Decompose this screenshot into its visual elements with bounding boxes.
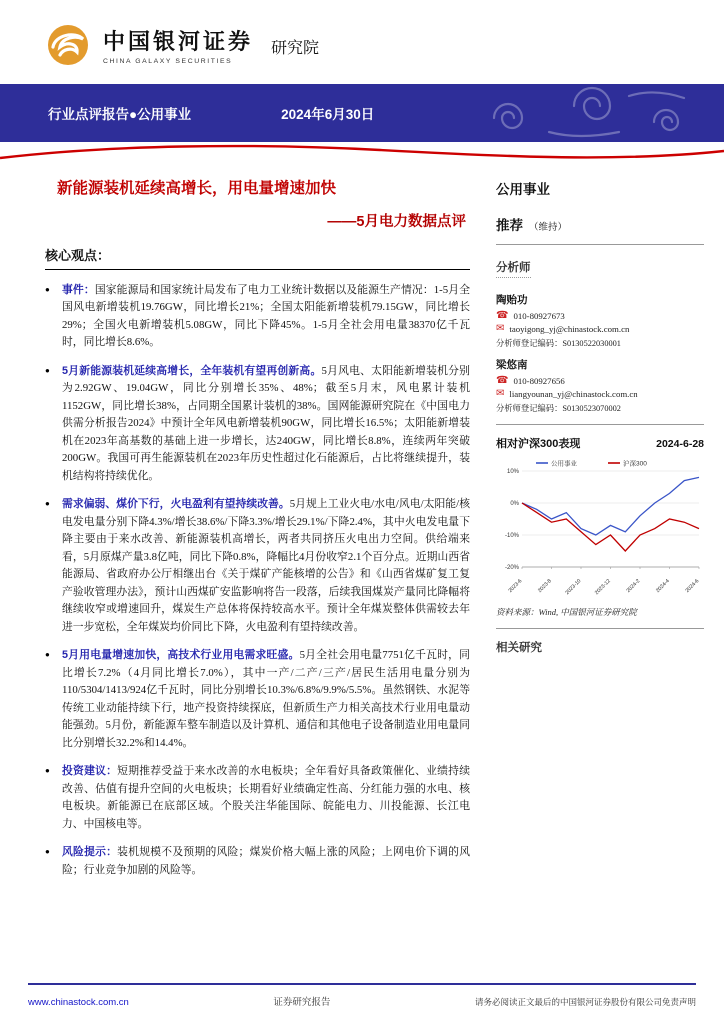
bullet-lead: 5月用电量增速加快，高技术行业用电需求旺盛。 xyxy=(62,649,300,662)
svg-text:0%: 0% xyxy=(510,501,519,507)
chart-source: 资料来源：Wind, 中国银河证券研究院 xyxy=(496,607,637,617)
bullet-text: 短期推荐受益于来水改善的水电板块；全年看好具备政策催化、业绩持续改善、估值有提升空间的火电板块；长期看好业绩确定性高、分红能力强的水电、核电板块。新能源已在底部区域。个股关注华能国际、皖能电力、川投能源、长江电力、中国核电等。 xyxy=(62,765,471,830)
analyst-phone: 010-80927673 xyxy=(513,311,565,321)
bullet-text: 5月规上工业火电/水电/风电/太阳能/核电发电量分别下降4.3%/增长38.6%/下降3.3%/增长29.1%/下降2.4%，其中火电发电量下降主要由于来水改善、新能源装机高增长，两者共同挤压火电出力空间。供给端来看，5月原煤产量3.8亿吨，同比下降0.8%，降幅比4月份收窄2.1个百分点。近期山西省能源局、省政府办公厅相继出台《关于煤矿产能核增的公告》和《山西省煤矿复工复产验收管理办法》，预计山西煤矿安监影响将告一段落，后续我国煤炭产量同比降幅将继续收窄或增速回升，煤炭生产总体将保持较高水平。预计全年煤炭整体供需较去年进一步宽松，全年煤炭均价同比下降，火电盈利有望持续改善。 xyxy=(62,498,470,633)
chart-date: 2024-6-28 xyxy=(656,438,704,450)
bullet-lead: 事件： xyxy=(62,284,95,296)
report-subtitle: ——5月电力数据点评 xyxy=(327,214,466,230)
analyst-phone-row xyxy=(496,311,704,321)
bullet-installations xyxy=(45,363,470,485)
core-views-list xyxy=(45,282,470,879)
cloud-swirl-decoration-icon xyxy=(454,84,724,142)
analyst-email-row xyxy=(496,324,704,334)
analyst-card xyxy=(496,357,704,414)
analyst-email[interactable]: liangyounan_yj@chinastock.com.cn xyxy=(509,389,638,399)
brand-block xyxy=(103,25,253,65)
brand-name-en: CHINA GALAXY SECURITIES xyxy=(103,58,233,65)
sidebar xyxy=(496,172,704,890)
phone-icon: ☎ xyxy=(496,310,509,321)
bullet-lead: 5月新能源装机延续高增长，全年装机有望再创新高。 xyxy=(62,364,322,377)
content-area xyxy=(0,166,724,890)
masthead xyxy=(0,0,724,84)
rating-row xyxy=(496,214,704,234)
sector-label: 公用事业 xyxy=(496,182,550,197)
svg-text:2023-12: 2023-12 xyxy=(593,578,612,595)
report-title: 新能源装机延续高增长，用电量增速加快 xyxy=(57,180,337,197)
analyst-phone-row xyxy=(496,376,704,386)
bullet-event xyxy=(45,282,470,352)
sidebar-divider xyxy=(496,244,704,245)
svg-text:沪深300: 沪深300 xyxy=(623,460,647,468)
svg-text:2024-4: 2024-4 xyxy=(655,578,671,595)
email-icon: ✉ xyxy=(496,388,505,399)
bullet-coal-thermal xyxy=(45,496,470,636)
related-research-heading: 相关研究 xyxy=(496,642,542,654)
analyst-name: 陶贻功 xyxy=(496,295,528,306)
analyst-name: 梁悠南 xyxy=(496,360,528,371)
bullet-lead: 投资建议： xyxy=(62,765,118,778)
company-website-link[interactable]: www.chinastock.com.cn xyxy=(28,997,129,1008)
relative-performance-chart xyxy=(496,455,704,595)
analyst-registration: 分析师登记编码：S0130522030001 xyxy=(496,339,621,348)
bullet-text: 装机规模不及预期的风险；煤炭价格大幅上涨的风险；上网电价下调的风险；行业竞争加剧的风险等。 xyxy=(62,846,471,876)
bullet-lead: 风险提示： xyxy=(62,846,118,859)
svg-text:2024-2: 2024-2 xyxy=(625,578,642,595)
bullet-text: 5月风电、太阳能新增装机分别为2.92GW、19.04GW，同比分别增长35%、48%；截至5月末，风电累计装机1152GW，同比增长38%，占同期全国累计装机的38%。国网能源研究院在《中国电力供需分析报告2024》中预计全年风电新增装机90GW，同比增长16.5%；太阳能新增装机在2023年高基数的基础上进一步增长，达240GW，同比增长8.8%，连续两年突破200GW。我国可再生能源装机在2023年历史性超过化石能源后，占比将继续提升，装机结构将持续优化。 xyxy=(62,364,470,482)
report-date: 2024年6月30日 xyxy=(281,107,375,122)
analyst-email-row xyxy=(496,389,704,399)
analyst-registration: 分析师登记编码：S0130523070002 xyxy=(496,404,621,413)
analyst-card xyxy=(496,292,704,349)
page-footer xyxy=(0,983,724,1008)
bullet-investment-advice xyxy=(45,763,470,833)
svg-text:公用事业: 公用事业 xyxy=(551,460,577,468)
svg-text:2023-8: 2023-8 xyxy=(537,578,553,595)
email-icon: ✉ xyxy=(496,323,505,334)
red-swoosh-divider xyxy=(0,142,724,166)
svg-text:-20%: -20% xyxy=(504,565,519,571)
bullet-text: 5月全社会用电量7751亿千瓦时，同比增长7.2%（4月同比增长7.0%），其中一产/二产/三产/居民生活用电量分别为110/5304/1413/924亿千瓦时，同比分别增长10.3%/6.8%/9.9%/5.5%。虽然钢铁、水泥等传统工业动能持续下行，地产投资持续探底，但新质生产力相关高技术行业用电量动能强劲。5月份，新能源车整车制造以及计算机、通信和其他电子设备制造业用电量同比分别增长32.2%和14.4%。 xyxy=(62,649,470,749)
footer-disclaimer: 请务必阅读正文最后的中国银河证券股份有限公司免责声明 xyxy=(474,997,696,1007)
rating-note: （维持） xyxy=(529,222,568,233)
report-type-band xyxy=(0,84,724,142)
bullet-lead: 需求偏弱、煤价下行，火电盈利有望持续改善。 xyxy=(62,498,290,511)
institute-label: 研究院 xyxy=(271,39,320,57)
rating-value: 推荐 xyxy=(496,218,523,233)
sidebar-divider xyxy=(496,628,704,629)
footer-row xyxy=(0,994,724,1008)
sidebar-divider xyxy=(496,424,704,425)
analyst-email[interactable]: taoyigong_yj@chinastock.com.cn xyxy=(509,324,630,334)
bullet-text: 国家能源局和国家统计局发布了电力工业统计数据以及能源生产情况：1-5月全国风电新增装机19.76GW，同比增长21%；全国太阳能新增装机79.15GW，同比增长29%；全国火电新增装机5.08GW，同比下降45%。1-5月全社会用电量38370亿千瓦时，同比增长8.6%。 xyxy=(62,284,471,349)
phone-icon: ☎ xyxy=(496,375,509,386)
footer-divider xyxy=(28,983,696,985)
footer-report-type: 证券研究报告 xyxy=(273,998,331,1008)
bullet-risk-warning xyxy=(45,844,470,879)
analyst-heading: 分析师 xyxy=(496,259,531,278)
svg-text:2024-6: 2024-6 xyxy=(684,578,701,595)
chart-heading-row xyxy=(496,435,704,451)
svg-text:2023-6: 2023-6 xyxy=(507,578,524,595)
report-type-label: 行业点评报告●公用事业 xyxy=(48,107,192,122)
main-column xyxy=(45,172,470,890)
analyst-phone: 010-80927656 xyxy=(513,376,565,386)
svg-text:10%: 10% xyxy=(506,469,519,475)
svg-text:2023-10: 2023-10 xyxy=(564,578,583,595)
brand-name: 中国银河证券 xyxy=(103,29,254,54)
core-views-heading: 核心观点： xyxy=(45,245,470,270)
svg-text:-10%: -10% xyxy=(504,533,519,539)
chart-heading: 相对沪深300表现 xyxy=(496,438,581,450)
bullet-electricity-demand xyxy=(45,647,470,752)
galaxy-logo-icon xyxy=(45,22,91,68)
